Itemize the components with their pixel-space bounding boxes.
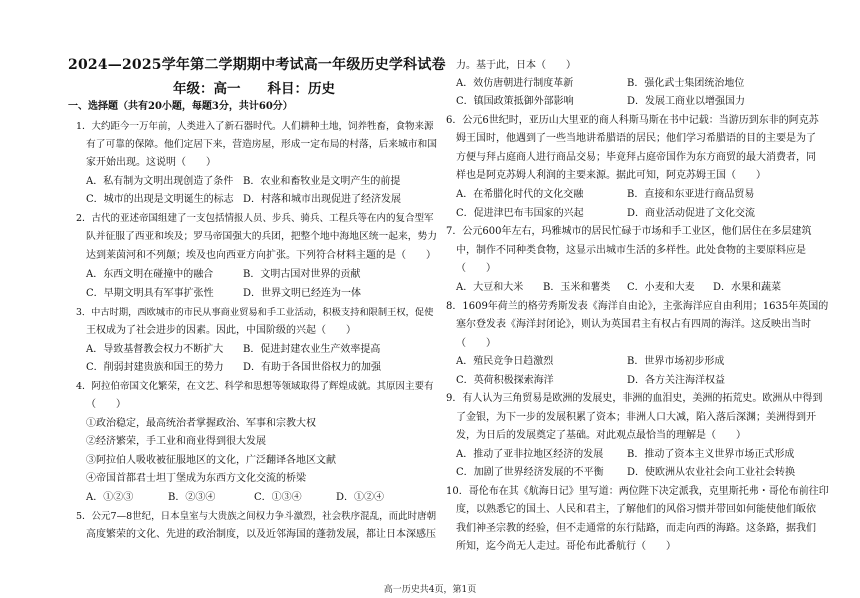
q3-option-c: C．削弱封建贵族和国王的势力 [86, 362, 224, 373]
q1-line-3: 家开始出现。这说明（ ） [86, 157, 216, 168]
q4-line-1: 4．阿拉伯帝国文化繁荣，在文艺、科学和思想等领域取得了辉煌成就。其原因主要有 [76, 381, 434, 392]
q8-option-a: A．殖民竞争日趋激烈 [456, 356, 554, 367]
q7-line-1: 7．公元600年左右，玛雅城市的居民忙碌于市场和手工业区，他们居住在多层建筑 [446, 226, 812, 237]
q7-option-c: C．小麦和大麦 [627, 282, 695, 293]
q2-line-2: 队并征服了西亚和埃及；罗马帝国强大的兵团，把整个地中海地区统一起来，势力 [86, 231, 437, 242]
q4-item-3: ③阿拉伯人吸收被征服地区的文化，广泛翻译各地区文献 [86, 455, 336, 466]
q3-option-b: B．促进封建农业生产效率提高 [243, 344, 381, 355]
q2-option-b: B．文明古国对世界的贡献 [243, 269, 361, 280]
q5-option-b: B．强化武士集团统治地位 [627, 78, 745, 89]
q6-line-1: 6．公元6世纪时，亚历山大里亚的商人科斯马斯在书中记载：当游历到东非的阿克苏 [446, 115, 819, 126]
q10-line-4: 所知，迄今尚无人走过。哥伦布此番航行（ ） [456, 541, 676, 552]
q9-line-1: 9．有人认为三角贸易是欧洲的发展史，非洲的血泪史，美洲的拓荒史。欧洲从中得到 [446, 393, 823, 404]
q4-item-4: ④帝国首都君士坦丁堡成为东西方文化交流的桥梁 [86, 473, 306, 484]
q3-option-a: A．导致基督教会权力不断扩大 [86, 344, 224, 355]
q10-line-2: 度，以熟悉它的国土、人民和君主，了解他们的风俗习惯并带回如何能使他们皈依 [456, 504, 816, 515]
q4-item-2: ②经济繁荣，手工业和商业得到很大发展 [86, 436, 266, 447]
q6-option-c: C．促进津巴布韦国家的兴起 [456, 208, 584, 219]
q6-option-b: B．直接和东亚进行商品贸易 [627, 189, 755, 200]
exam-title: 2024—2025学年第二学期期中考试高一年级历史学科试卷 [68, 57, 446, 73]
q5-line-3: 力。基于此，日本（ ） [456, 60, 576, 71]
q5-option-c: C．镇国政策抵御外部影响 [456, 96, 574, 107]
q8-option-d: D．各方关注海洋权益 [627, 375, 726, 386]
q1-option-d: D．村落和城市出现促进了经济发展 [243, 194, 402, 205]
q1-option-a: A．私有制为文明出现创造了条件 [86, 176, 234, 187]
q3-line-1: 3．中古时期，西欧城市的市民从事商业贸易和手工业活动，积极支持和限制王权，促使 [76, 307, 434, 318]
q1-line-1: 1．大约距今一万年前，人类进入了新石器时代。人们耕种土地，饲养牲畜，食物来源 [76, 121, 434, 132]
q6-line-4: 样也是阿克苏姆人利润的主要来源。据此可知，阿克苏姆王国（ ） [456, 170, 766, 181]
q8-option-c: C．英荷积极探索海洋 [456, 375, 554, 386]
q7-line-3: （ ） [456, 263, 496, 274]
q4-option-b: B．②③④ [168, 492, 216, 503]
q5-option-d: D．发展工商业以增强国力 [627, 96, 746, 107]
q10-line-3: 我们神圣宗教的经验，但不走通常的东行陆路，而走向西的海路。这条路，据我们 [456, 523, 816, 534]
q2-option-d: D．世界文明已经连为一体 [243, 288, 362, 299]
exam-subtitle: 年级：高一 科目：历史 [173, 81, 335, 97]
q8-line-2: 塞尔登发表《海洋封闭论》，则认为英国君主有权占有四周的海洋。这反映出当时 [456, 319, 811, 330]
q1-line-2: 有了可靠的保障。他们定居下来，营造房屋，形成一定布局的村落，后来城市和国 [86, 139, 437, 150]
q6-line-3: 方便与拜占庭商人进行商品交易；毕竟拜占庭帝国作为东方商贸的最大消费者，同 [456, 152, 816, 163]
q3-line-2: 王权成为了社会进步的因素。因此，中国阶级的兴起（ ） [86, 325, 356, 336]
q7-option-d: D．水果和蔬菜 [713, 282, 782, 293]
q8-line-3: （ ） [456, 338, 496, 349]
q2-option-c: C．早期文明具有军事扩张性 [86, 288, 214, 299]
q4-option-c: C．①③④ [254, 492, 302, 503]
q6-option-d: D．商业活动促进了文化交流 [627, 208, 756, 219]
q2-line-3: 达到莱茵河和不列颠；埃及也向西亚方向扩张。下列符合材料主题的是（ ） [86, 250, 436, 261]
q9-line-3: 发，为日后的发展奠定了基础。对此观点最恰当的理解是（ ） [456, 430, 746, 441]
q9-option-c: C．加剧了世界经济发展的不平衡 [456, 467, 604, 478]
q7-line-2: 中，制作不同种类食物，这显示出城市生活的多样性。此处食物的主要原料应是 [456, 245, 806, 256]
q3-option-d: D．有助于各国世俗权力的加强 [243, 362, 382, 373]
section-heading: 一、选择题（共有20小题，每题3分，共计60分） [68, 101, 293, 112]
q9-line-2: 了金银，为下一步的发展积累了资本；非洲人口大减，陷入落后深渊；美洲得到开 [456, 412, 816, 423]
q7-option-b: B．玉米和薯类 [543, 282, 611, 293]
q2-line-1: 2．古代的亚述帝国组建了一支包括情报人员、步兵、骑兵、工程兵等在内的复合型军 [76, 213, 434, 224]
q4-line-2: （ ） [86, 399, 126, 410]
q7-option-a: A．大豆和大米 [456, 282, 524, 293]
q4-item-1: ①政治稳定，最高统治者掌握政治、军事和宗教大权 [86, 418, 316, 429]
q5-option-a: A．效仿唐朝进行制度革新 [456, 78, 574, 89]
q6-option-a: A．在希腊化时代的文化交融 [456, 189, 584, 200]
q1-option-c: C．城市的出现是文明诞生的标志 [86, 194, 234, 205]
q8-option-b: B．世界市场初步形成 [627, 356, 725, 367]
page-footer: 高一历史共4页，第1页 [383, 585, 477, 595]
q9-option-d: D．使欧洲从农业社会向工业社会转换 [627, 467, 796, 478]
q4-option-a: A．①②③ [86, 492, 134, 503]
q5-line-2: 高度繁荣的文化、先进的政治制度，以及近邻海国的蓬勃发展，都让日本深感压 [86, 529, 436, 540]
q10-line-1: 10．哥伦布在其《航海日记》里写道：两位陛下决定派我，克里斯托弗・哥伦布前往印 [446, 486, 829, 497]
q4-option-d: D．①②④ [336, 492, 385, 503]
q9-option-b: B．推动了资本主义世界市场正式形成 [627, 449, 795, 460]
q2-option-a: A．东西文明在碰撞中的融合 [86, 269, 214, 280]
q5-line-1: 5．公元7—8世纪，日本皇室与大贵族之间权力争斗激烈，社会秩序混乱，而此时唐朝 [76, 511, 437, 522]
q1-option-b: B．农业和畜牧业是文明产生的前提 [243, 176, 401, 187]
q8-line-1: 8．1609年荷兰的格劳秀斯发表《海洋自由论》，主张海洋应自由利用；1635年英国的 [446, 301, 829, 312]
q9-option-a: A．推动了亚非拉地区经济的发展 [456, 449, 604, 460]
q6-line-2: 姆王国时，他遇到了一些当地讲希腊语的居民；他们学习希腊语的目的主要是为了 [456, 133, 816, 144]
